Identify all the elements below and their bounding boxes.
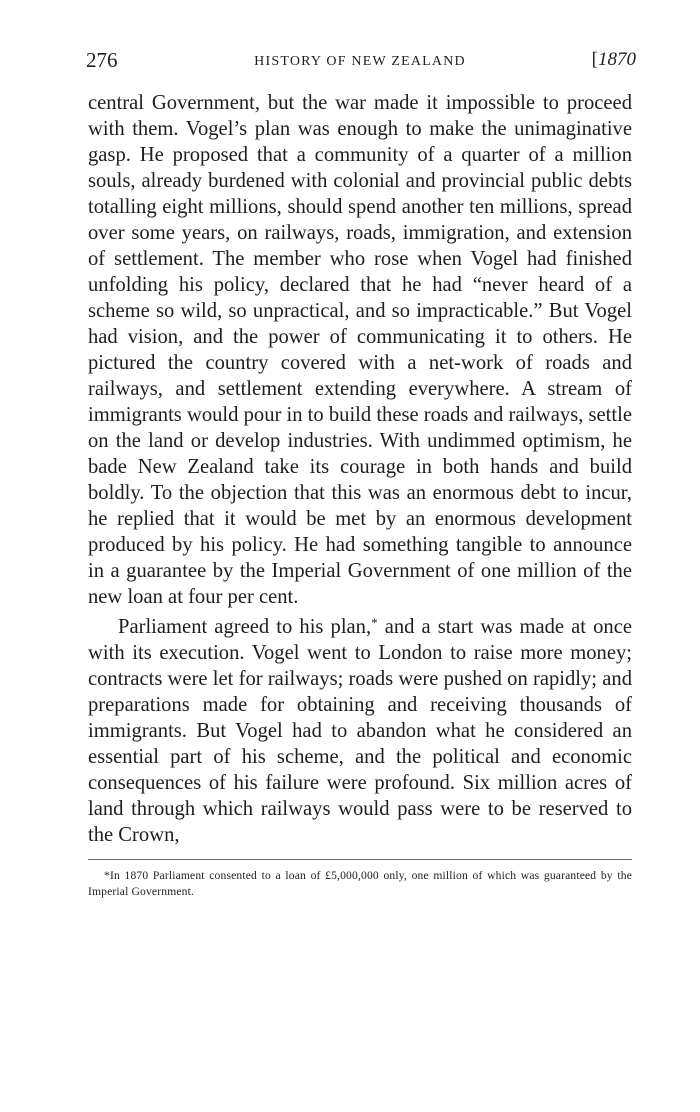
paragraph-2 — [88, 610, 632, 848]
running-title: HISTORY OF NEW ZEALAND — [254, 54, 466, 69]
footnote-marker: * — [371, 615, 378, 630]
footnote: *In 1870 Parliament consented to a loan of £5,000,000 only, one million of which was guaranteed by the Imperial Government. — [88, 869, 632, 898]
year-bracket: [ — [591, 49, 598, 70]
running-year — [592, 49, 636, 71]
paragraph-2-rest: and a start was made at once with its execution. Vogel went to London to raise more money; contracts were let for railways; roads were pushed on rapidly; and preparations made for obtaining and receiving thousands of immigrants. But Vogel had to abandon what he considered an essential part of his scheme, and the political and economic consequences of his failure were profound. Six million acres of land through which railways would pass were to be reserved to the Crown, — [88, 616, 632, 846]
running-head — [86, 48, 636, 78]
body-text — [88, 90, 632, 848]
paragraph-2-start: Parliament agreed to his plan, — [118, 616, 372, 638]
year-text: 1870 — [598, 49, 636, 70]
page-number: 276 — [86, 48, 118, 72]
book-page — [86, 48, 636, 900]
paragraph-1: central Government, but the war made it impossible to proceed with them. Vogel’s plan was enough to make the unimaginative gasp. He proposed that a community of a quarter of a million souls, already burdened with colonial and provincial public debts totalling eight millions, should spend another ten millions, spread over some years, on railways, roads, immigration, and extension of settlement. The member who rose when Vogel had finished unfolding his policy, declared that he had “never heard of a scheme so wild, so unpractical, and so impracticable.” But Vogel had vision, and the power of communicating it to others. He pictured the country covered with a net-work of roads and railways, and settlement extending everywhere. A stream of immigrants would pour in to build these roads and railways, settle on the land or develop industries. With undimmed optimism, he bade New Zealand take its courage in both hands and build boldly. To the objection that this was an enormous debt to incur, he replied that it would be met by an enormous development produced by his policy. He had something tangible to announce in a guarantee by the Imperial Government of one million of the new loan at four per cent. — [88, 92, 632, 608]
footnote-rule — [88, 859, 632, 860]
